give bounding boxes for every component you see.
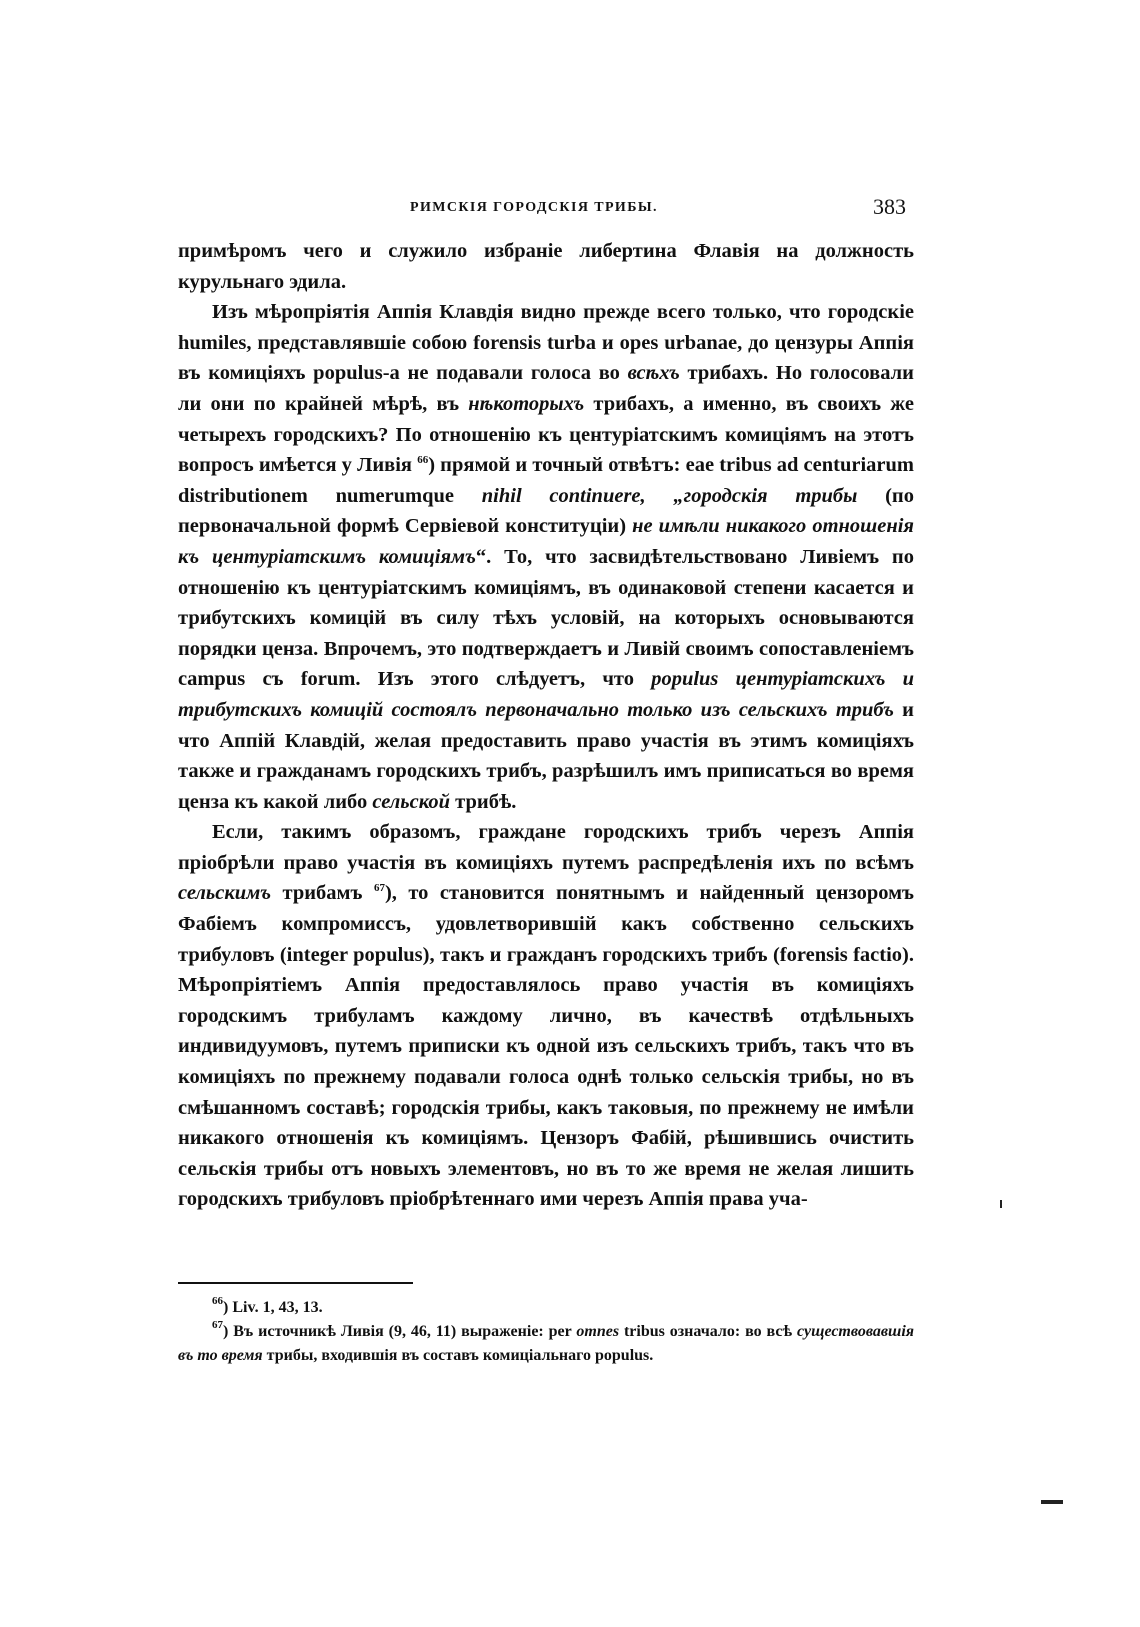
main-text [178, 236, 914, 1215]
page-header [178, 194, 914, 224]
footnote-67: $^{67}$) Въ источникѣ Ливія (9, 46, 11) выраженіе: per omnes tribus означало: во всѣ существовавшія въ то время трибы, входившія въ составъ комиціальнаго populus. [178, 1319, 915, 1364]
running-head: РИМСКІЯ ГОРОДСКІЯ ТРИБЫ. [410, 200, 658, 215]
footnote-ref-66: 66 [417, 454, 429, 467]
paragraph-2: Изъ мѣропріятія Аппія Клавдія видно прежде всего только, что городскіе humiles, представлявшіе собою forensis turba и opes urbanae, до цензуры Аппія въ комиціяхъ populus-а не подавали голоса во всѣхъ трибахъ. Но голосовали ли они по крайней мѣрѣ, въ нѣкоторыхъ трибахъ, а именно, въ своихъ же четырехъ городскихъ? По отношенію къ центуріатскимъ комиціямъ на этотъ вопросъ имѣется у Ливія $^{66}$) прямой и точный отвѣтъ: eae tribus ad centuriarum distributionem numerumque nihil continuere, „городскія трибы (по первоначальной формѣ Сервіевой конституціи) не имѣли никакого отношенія къ центуріатскимъ комиціямъ“. То, что засвидѣтельствовано Ливіемъ по отношенію къ центуріатскимъ комиціямъ, въ одинаковой степени касается и трибутскихъ комицій въ силу тѣхъ условій, на которыхъ основываются порядки ценза. Впрочемъ, это подтверждаетъ и Ливій своимъ сопоставленіемъ campus съ forum. Изъ этого слѣдуетъ, что populus центуріатскихъ и трибутскихъ комицій состоялъ первоначально только изъ сельскихъ трибъ и что Аппій Клавдій, желая предоставить право участія въ этимъ комиціяхъ также и гражданамъ городскихъ трибъ, разрѣшилъ имъ приписаться во время ценза къ какой либо сельской трибѣ. [178, 301, 915, 813]
scan-speck [1000, 1200, 1002, 1208]
paragraph-3: Если, такимъ образомъ, граждане городскихъ трибъ черезъ Аппія пріобрѣли право участія въ комиціяхъ путемъ распредѣленія ихъ по всѣмъ сельскимъ трибамъ $^{67}$), то становится понятнымъ и найденный цензоромъ Фабіемъ компромиссъ, удовлетворившій какъ собственно сельскихъ трибуловъ (integer populus), такъ и гражданъ городскихъ трибъ (forensis factio). Мѣропріятіемъ Аппія предоставлялось право участія въ комиціяхъ городскимъ трибуламъ каждому лично, въ качествѣ отдѣльныхъ индивидуумовъ, путемъ приписки къ одной изъ сельскихъ трибъ, такъ что въ комиціяхъ по прежнему подавали голоса однѣ только сельскія трибы, но въ смѣшанномъ составѣ; городскія трибы, какъ таковыя, по прежнему не имѣли никакого отношенія къ комиціямъ. Цензоръ Фабій, рѣшившись очистить сельскія трибы отъ новыхъ элементовъ, но въ то же время не желая лишить городскихъ трибуловъ пріобрѣтеннаго ими черезъ Аппія права уча- [178, 821, 914, 1211]
scan-speck [1041, 1500, 1063, 1504]
footnotes [178, 1296, 914, 1368]
page-number: 383 [873, 194, 906, 219]
paragraph-1: примѣромъ чего и служило избраніе либертина Флавія на должность курульнаго эдила. [178, 240, 914, 293]
footnote-66: $^{66}$) Liv. 1, 43, 13. [212, 1295, 323, 1316]
footnote-ref-67: 67 [373, 882, 385, 895]
footnote-divider [178, 1282, 413, 1284]
